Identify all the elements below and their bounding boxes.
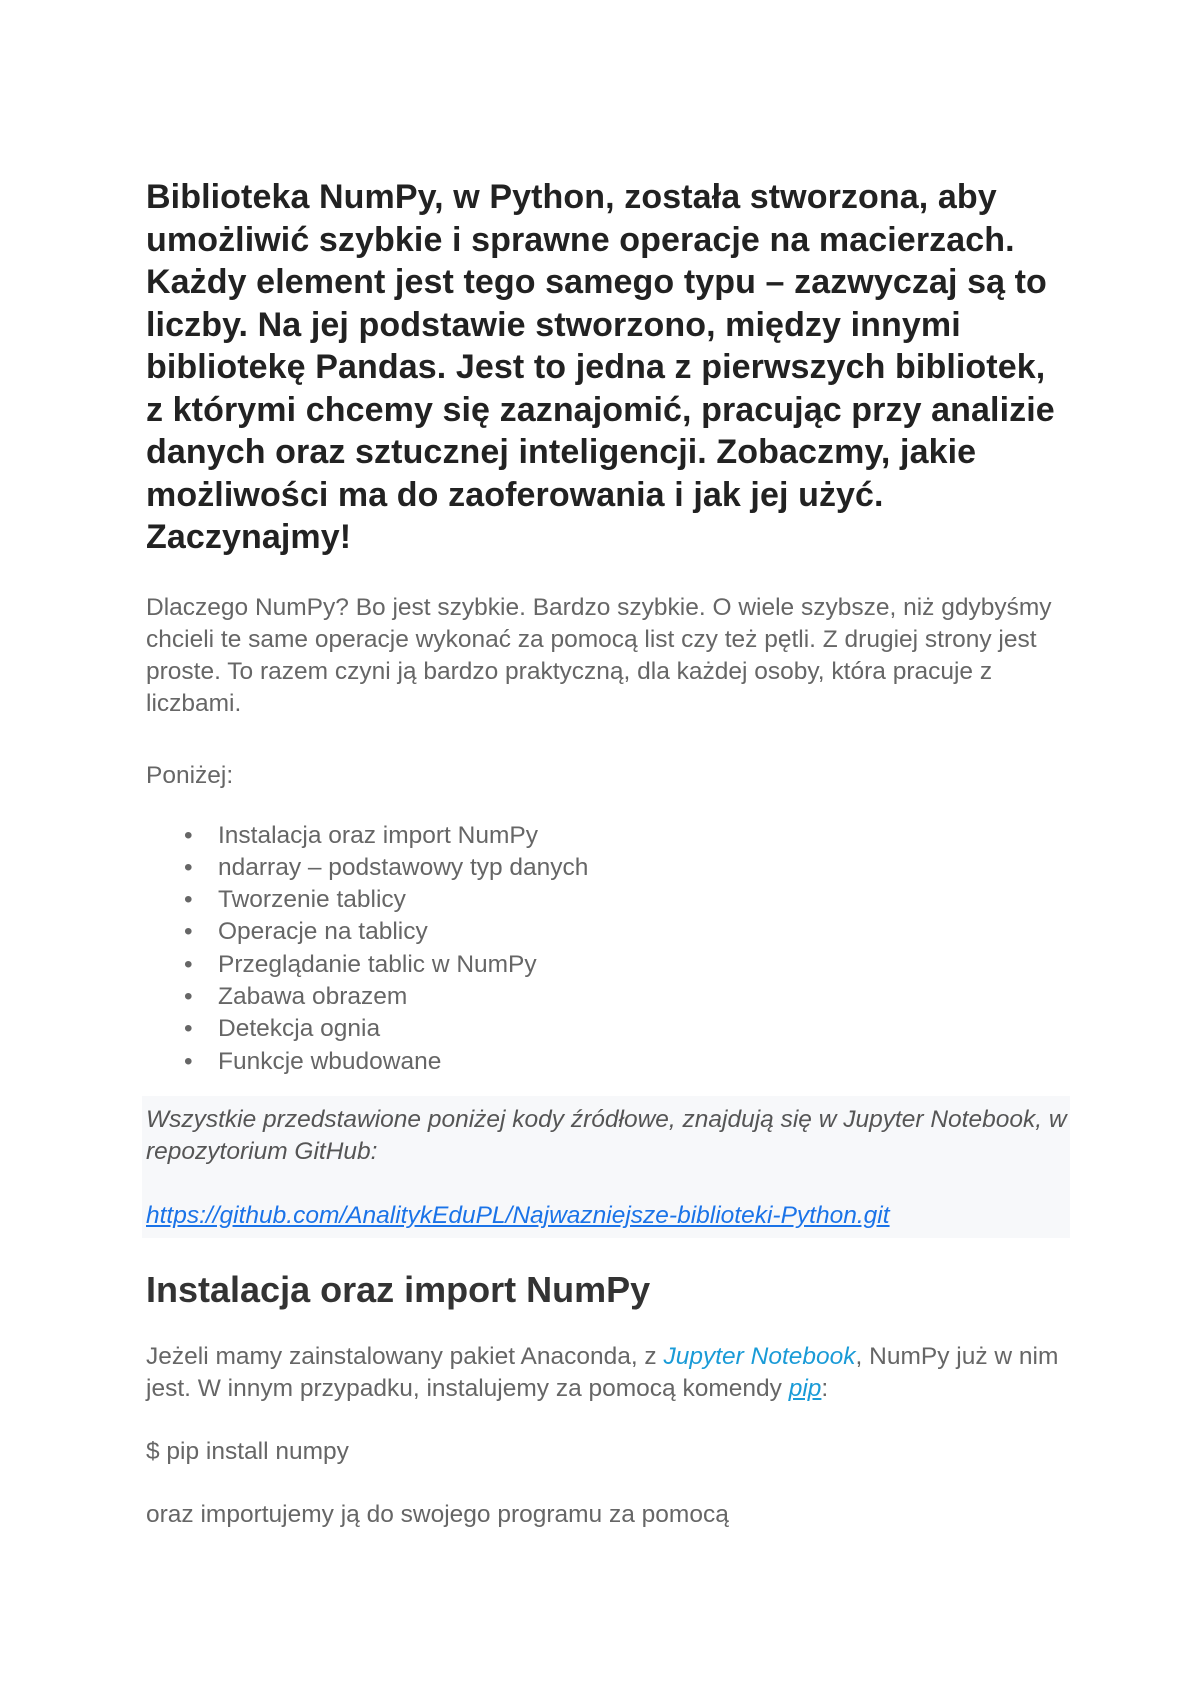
- bullet-icon: •: [184, 982, 193, 1010]
- section-heading: Instalacja oraz import NumPy: [146, 1268, 651, 1310]
- toc-item: • Detekcja ognia: [146, 1013, 1066, 1045]
- bullet-icon: •: [184, 853, 193, 881]
- bullet-icon: •: [184, 821, 193, 849]
- toc-item: • Zabawa obrazem: [146, 981, 1066, 1013]
- callout-text: Wszystkie przedstawione poniżej kody źródłowe, znajdują się w Jupyter Notebook, w repozytorium GitHub:: [146, 1105, 1067, 1165]
- toc-item: • ndarray – podstawowy typ danych: [146, 852, 1066, 884]
- toc-item: • Instalacja oraz import NumPy: [146, 820, 1066, 852]
- list-intro: Poniżej:: [146, 761, 234, 789]
- pip-link[interactable]: pip: [788, 1374, 822, 1402]
- jupyter-notebook-link[interactable]: Jupyter Notebook: [663, 1342, 856, 1370]
- toc-item: • Operacje na tablicy: [146, 916, 1066, 948]
- toc-item: • Przeglądanie tablic w NumPy: [146, 949, 1066, 981]
- intro-paragraph: Biblioteka NumPy, w Python, została stworzona, aby umożliwić szybkie i sprawne operacje na macierzach. Każdy element jest tego samego typu – zazwyczaj są to liczby. Na jej podstawie stworzono, między innymi bibliotekę Pandas. Jest to jedna z pierwszych bibliotek, z którymi chcemy się zaznajomić, pracując przy analizie danych oraz sztucznej inteligencji. Zobaczmy, jakie możliwości ma do zaoferowania i jak jej użyć. Zaczynajmy!: [146, 178, 1055, 556]
- install-paragraph: Jeżeli mamy zainstalowany pakiet Anaconda, z Jupyter Notebook, NumPy już w nim jest. W innym przypadku, instalujemy za pomocą komendy pip:: [146, 1342, 1059, 1402]
- document-page: [146, 176, 1066, 1531]
- why-numpy-paragraph: Dlaczego NumPy? Bo jest szybkie. Bardzo szybkie. O wiele szybsze, niż gdybyśmy chcieli te same operacje wykonać za pomocą list czy też pętli. Z drugiej strony jest proste. To razem czyni ją bardzo praktyczną, dla każdej osoby, która pracuje z liczbami.: [146, 593, 1052, 717]
- bullet-icon: •: [184, 918, 193, 946]
- install-command: $ pip install numpy: [146, 1437, 349, 1465]
- repository-callout: [142, 1096, 1070, 1238]
- toc-item: • Funkcje wbudowane: [146, 1046, 1066, 1078]
- bullet-icon: •: [184, 1047, 193, 1075]
- bullet-icon: •: [184, 950, 193, 978]
- bullet-icon: •: [184, 886, 193, 914]
- import-paragraph: oraz importujemy ją do swojego programu za pomocą: [146, 1500, 729, 1528]
- github-repo-link[interactable]: https://github.com/AnalitykEduPL/Najwazniejsze-biblioteki-Python.git: [146, 1201, 890, 1229]
- table-of-contents: [146, 820, 1066, 1078]
- toc-item: • Tworzenie tablicy: [146, 884, 1066, 916]
- bullet-icon: •: [184, 1015, 193, 1043]
